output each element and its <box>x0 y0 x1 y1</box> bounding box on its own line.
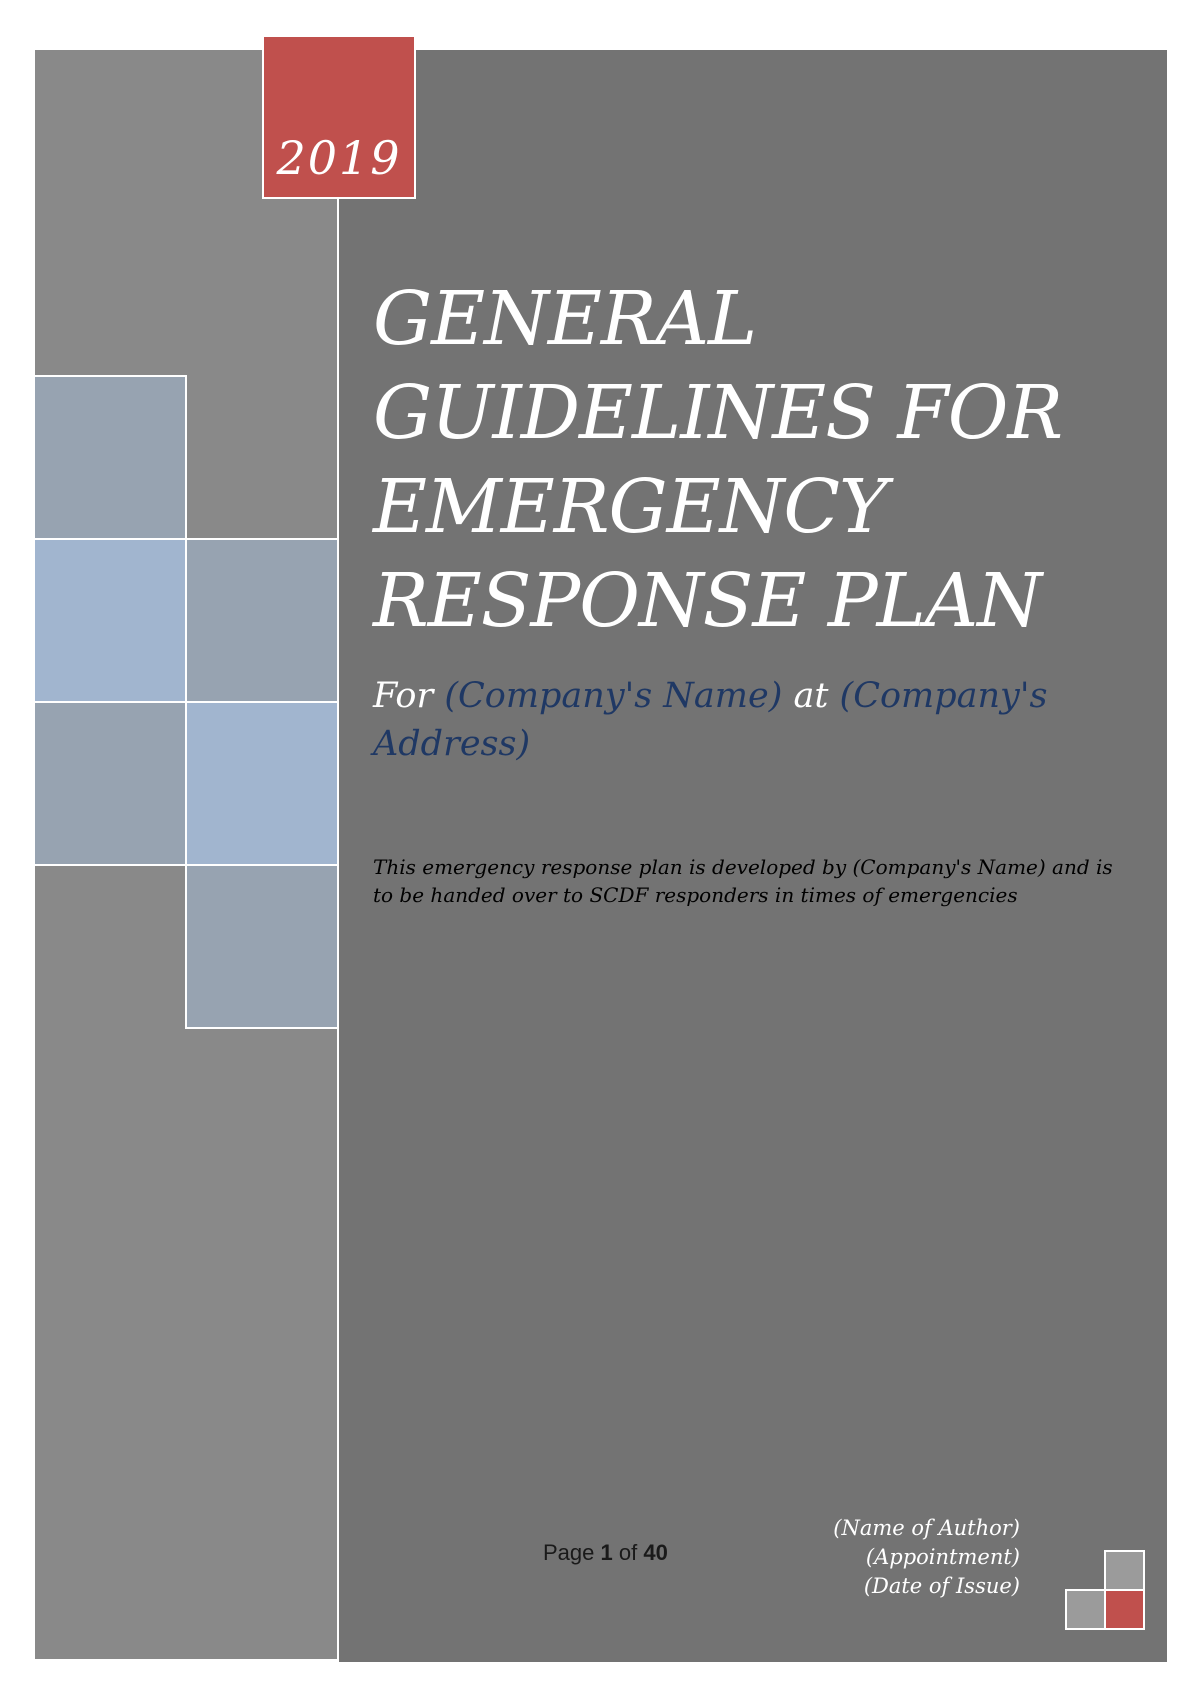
title-line: GENERAL <box>373 276 757 362</box>
decor-mini-square <box>1104 1589 1145 1630</box>
title-line: EMERGENCY <box>373 464 887 550</box>
year-box <box>262 35 416 199</box>
page-prefix: Page <box>543 1540 601 1565</box>
author-appointment: (Appointment) <box>865 1545 1020 1569</box>
plan-description: This emergency response plan is developed by (Company's Name) and is to be handed over to SCDF responders in times of emergencies <box>373 855 1113 907</box>
document-subtitle <box>373 672 1073 768</box>
page-number <box>543 1540 668 1566</box>
decor-mini-square <box>1065 1589 1106 1630</box>
page-separator: of <box>612 1540 644 1565</box>
decor-mini-square <box>1104 1550 1145 1591</box>
decor-tile <box>33 538 187 703</box>
issue-date: (Date of Issue) <box>863 1574 1020 1598</box>
decor-tile <box>33 701 187 866</box>
decor-tile <box>185 538 339 703</box>
document-title <box>373 272 1133 648</box>
total-pages: 40 <box>643 1540 668 1565</box>
decor-tile <box>185 864 339 1029</box>
title-line: RESPONSE PLAN <box>373 558 1041 644</box>
subtitle-connector: at <box>782 676 840 716</box>
current-page: 1 <box>600 1540 613 1565</box>
author-name: (Name of Author) <box>833 1516 1020 1540</box>
title-line: GUIDELINES FOR <box>373 370 1063 456</box>
author-block <box>833 1514 1020 1601</box>
company-address-placeholder: (Company's Address) <box>373 676 1048 764</box>
company-name-placeholder: (Company's Name) <box>444 676 783 716</box>
year-label: 2019 <box>276 131 402 185</box>
subtitle-prefix: For <box>373 676 445 716</box>
decor-tile <box>33 375 187 540</box>
decor-tile <box>185 701 339 866</box>
